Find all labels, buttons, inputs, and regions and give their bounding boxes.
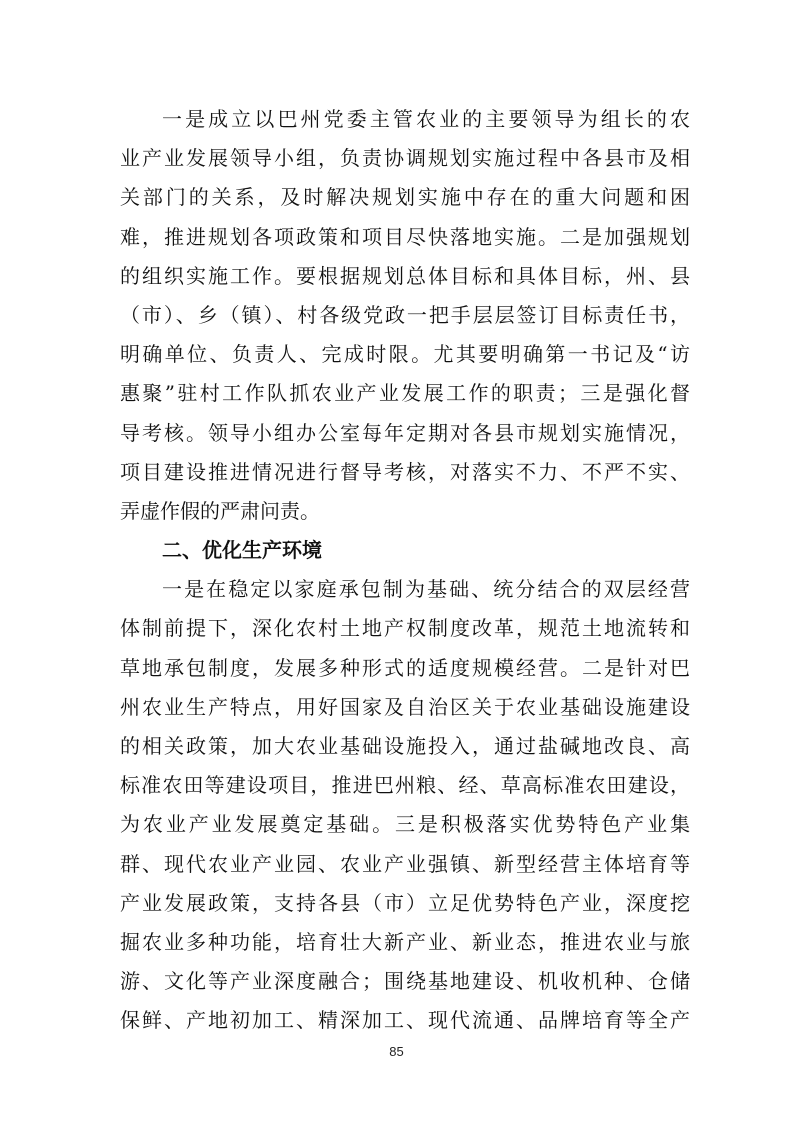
text-line: 掘农业多种功能，培育壮大新产业、新业态，推进农业与旅	[120, 929, 690, 954]
text-line: 草地承包制度，发展多种形式的适度规模经营。二是针对巴	[120, 655, 690, 680]
text-line: 明确单位、负责人、完成时限。尤其要明确第一书记及“访	[120, 342, 690, 367]
text-line: 产业发展政策，支持各县（市）立足优势特色产业，深度挖	[120, 890, 690, 915]
text-line: 惠聚”驻村工作队抓农业产业发展工作的职责；三是强化督	[120, 381, 690, 406]
text-line: 群、现代农业产业园、农业产业强镇、新型经营主体培育等	[120, 851, 690, 876]
text-line: 的组织实施工作。要根据规划总体目标和具体目标，州、县	[120, 263, 690, 288]
text-line: 导考核。领导小组办公室每年定期对各县市规划实施情况，	[120, 420, 690, 445]
text-line: 标准农田等建设项目，推进巴州粮、经、草高标准农田建设，	[120, 773, 690, 798]
paragraph-environment	[120, 570, 690, 1040]
section-heading: 二、优化生产环境	[162, 538, 322, 563]
text-line: 的相关政策，加大农业基础设施投入，通过盐碱地改良、高	[120, 734, 690, 758]
paragraph-leadership	[120, 100, 690, 531]
text-line: 项目建设推进情况进行督导考核，对落实不力、不严不实、	[120, 459, 690, 484]
page-number: 85	[389, 1044, 404, 1059]
text-line: 一是在稳定以家庭承包制为基础、统分结合的双层经营	[162, 577, 690, 602]
body-text	[120, 100, 690, 1041]
text-line: 游、文化等产业深度融合；围绕基地建设、机收机种、仓储	[120, 969, 690, 994]
text-line: 为农业产业发展奠定基础。三是积极落实优势特色产业集	[120, 812, 690, 837]
text-line: 保鲜、产地初加工、精深加工、现代流通、品牌培育等全产	[120, 1008, 690, 1033]
text-line: 关部门的关系，及时解决规划实施中存在的重大问题和困	[120, 185, 690, 210]
text-line: 体制前提下，深化农村土地产权制度改革，规范土地流转和	[120, 616, 690, 641]
text-line: 弄虚作假的严肃问责。	[120, 498, 320, 523]
text-line: 业产业发展领导小组，负责协调规划实施过程中各县市及相	[120, 146, 690, 171]
text-line: 难，推进规划各项政策和项目尽快落地实施。二是加强规划	[120, 224, 690, 249]
text-line: 州农业生产特点，用好国家及自治区关于农业基础设施建设	[120, 694, 690, 719]
text-line: 一是成立以巴州党委主管农业的主要领导为组长的农	[162, 107, 690, 131]
text-line: （市）、乡（镇）、村各级党政一把手层层签订目标责任书，	[120, 302, 690, 327]
